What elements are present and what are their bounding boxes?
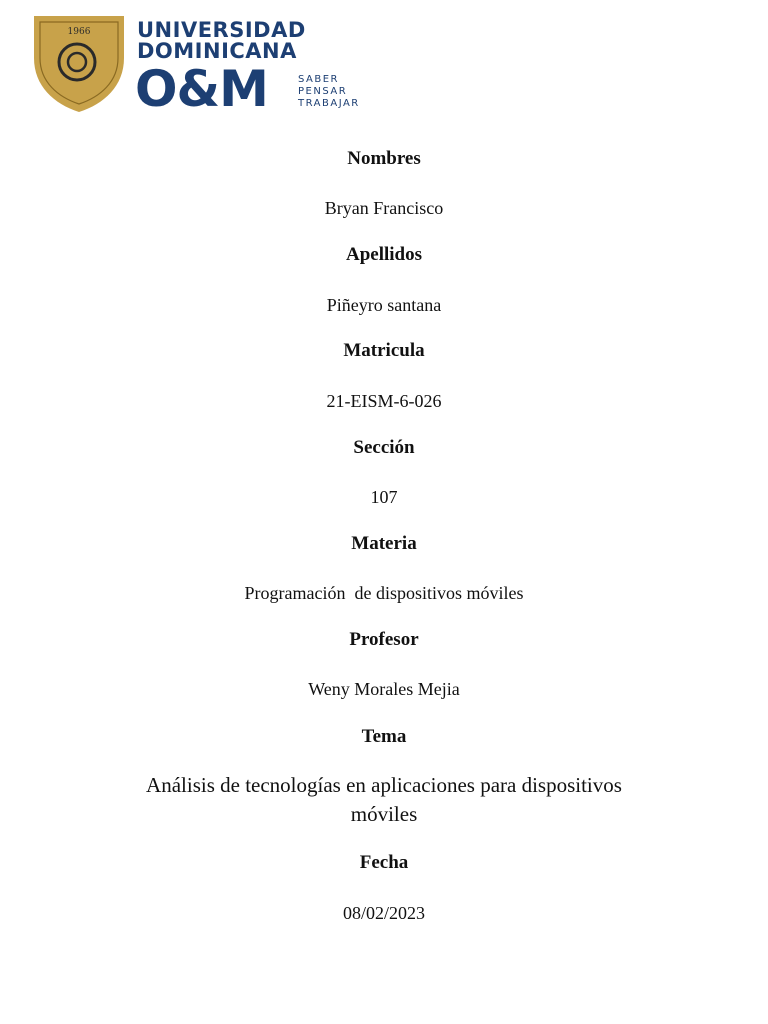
apellidos-value: Piñeyro santana: [326, 295, 442, 315]
fecha-value: 08/02/2023: [342, 903, 425, 923]
logo-wordmark: [137, 20, 306, 62]
logo-line-universidad: UNIVERSIDAD: [137, 18, 306, 42]
matricula-value: 21-EISM-6-026: [326, 391, 442, 411]
materia-value: Programación de dispositivos móviles: [244, 583, 524, 603]
tagline-pensar: PENSAR: [298, 86, 348, 97]
university-logo: [30, 12, 370, 122]
tema-label: Tema: [361, 726, 407, 747]
nombres-value: Bryan Francisco: [324, 198, 444, 218]
logo-om: O&M: [135, 60, 268, 118]
nombres-label: Nombres: [347, 148, 421, 169]
svg-text:1966: 1966: [67, 27, 91, 37]
seccion-value: 107: [370, 487, 398, 507]
tema-value-line2: móviles: [350, 802, 418, 826]
tagline-trabajar: TRABAJAR: [298, 98, 360, 109]
materia-label: Materia: [351, 533, 417, 554]
profesor-value: Weny Morales Mejia: [308, 679, 460, 699]
fecha-label: Fecha: [359, 852, 409, 873]
matricula-label: Matricula: [343, 340, 425, 361]
tagline-saber: SABER: [298, 74, 340, 85]
apellidos-label: Apellidos: [345, 244, 423, 265]
profesor-label: Profesor: [349, 629, 419, 650]
logo-line-dominicana: DOMINICANA: [137, 39, 297, 63]
seccion-label: Sección: [353, 437, 415, 458]
logo-tagline: [298, 74, 360, 110]
tema-value-line1: Análisis de tecnologías en aplicaciones para dispositivos: [146, 773, 622, 797]
university-seal-icon: [30, 12, 128, 114]
